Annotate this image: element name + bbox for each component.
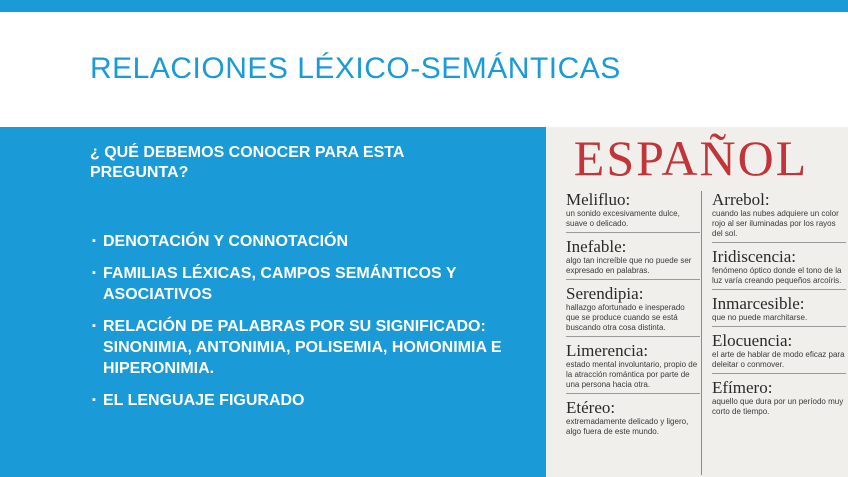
vocab-word: Iridiscencia: xyxy=(712,247,797,266)
vocab-entry xyxy=(566,285,700,337)
vocab-entry xyxy=(712,332,846,374)
vocabulary-image xyxy=(546,127,848,477)
bullet-text: FAMILIAS LÉXICAS, CAMPOS SEMÁNTICOS Y ASOCIATIVOS xyxy=(103,265,457,303)
bullet-item xyxy=(92,390,512,411)
vocab-definition: fenómeno óptico donde el tono de la luz varía creando pequeños arcoíris. xyxy=(712,266,842,285)
content-panel xyxy=(0,127,546,477)
square-bullet-icon: ▪ xyxy=(92,267,96,279)
vocab-definition: hallazgo afortunado e inesperado que se produce cuando se está buscando otra cosa distinta. xyxy=(566,303,685,332)
vocab-word: Limerencia: xyxy=(566,341,649,360)
square-bullet-icon: ▪ xyxy=(92,320,96,332)
top-accent-bar xyxy=(0,0,848,12)
vocab-definition: un sonido excesivamente dulce, suave o delicado. xyxy=(566,209,680,228)
slide-title: RELACIONES LÉXICO-SEMÁNTICAS xyxy=(90,52,621,85)
vocab-entry xyxy=(712,379,846,420)
vocab-word: Serendipia: xyxy=(566,284,644,303)
bullet-item xyxy=(92,231,512,252)
vocab-entry xyxy=(566,342,700,394)
vocab-definition: estado mental involuntario, propio de la atracción romántica por parte de una persona hacia otra. xyxy=(566,360,698,389)
vocab-definition: cuando las nubes adquiere un color rojo al ser iluminadas por los rayos del sol. xyxy=(712,209,839,238)
column-divider xyxy=(701,191,702,475)
bullet-text: RELACIÓN DE PALABRAS POR SU SIGNIFICADO: SINONIMIA, ANTONIMIA, POLISEMIA, HOMONIMIA E HIPERONIMIA. xyxy=(103,318,502,377)
vocab-definition: el arte de hablar de modo eficaz para deleitar o conmover. xyxy=(712,350,845,369)
vocab-word: Melifluo: xyxy=(566,190,631,209)
vocab-word: Efímero: xyxy=(712,378,773,397)
vocab-entry xyxy=(712,295,846,327)
vocab-definition: algo tan increíble que no puede ser expresado en palabras. xyxy=(566,256,692,275)
bullet-list xyxy=(92,231,512,422)
vocab-entry xyxy=(566,238,700,280)
vocab-definition: aquello que dura por un período muy corto de tiempo. xyxy=(712,397,844,416)
square-bullet-icon: ▪ xyxy=(92,235,96,247)
vocab-word: Arrebol: xyxy=(712,190,770,209)
bullet-item xyxy=(92,263,512,305)
vocab-word: Inmarcesible: xyxy=(712,294,805,313)
question-text: ¿ QUÉ DEBEMOS CONOCER PARA ESTA PREGUNTA? xyxy=(90,144,404,181)
vocab-definition: que no puede marchitarse. xyxy=(712,313,808,322)
vocab-word: Inefable: xyxy=(566,237,627,256)
right-column xyxy=(712,191,846,425)
bullet-item xyxy=(92,316,512,379)
square-bullet-icon: ▪ xyxy=(92,394,96,406)
bullet-text: EL LENGUAJE FIGURADO xyxy=(103,392,305,409)
vocab-word: Etéreo: xyxy=(566,398,616,417)
vocab-definition: extremadamente delicado y ligero, algo fuera de este mundo. xyxy=(566,417,689,436)
bullet-text: DENOTACIÓN Y CONNOTACIÓN xyxy=(103,233,349,250)
vocab-word: Elocuencia: xyxy=(712,331,793,350)
image-title: ESPAÑOL xyxy=(573,130,809,186)
vocab-entry xyxy=(712,191,846,243)
vocab-entry xyxy=(712,248,846,290)
left-column xyxy=(566,191,700,445)
vocab-entry xyxy=(566,399,700,440)
vocab-entry xyxy=(566,191,700,233)
